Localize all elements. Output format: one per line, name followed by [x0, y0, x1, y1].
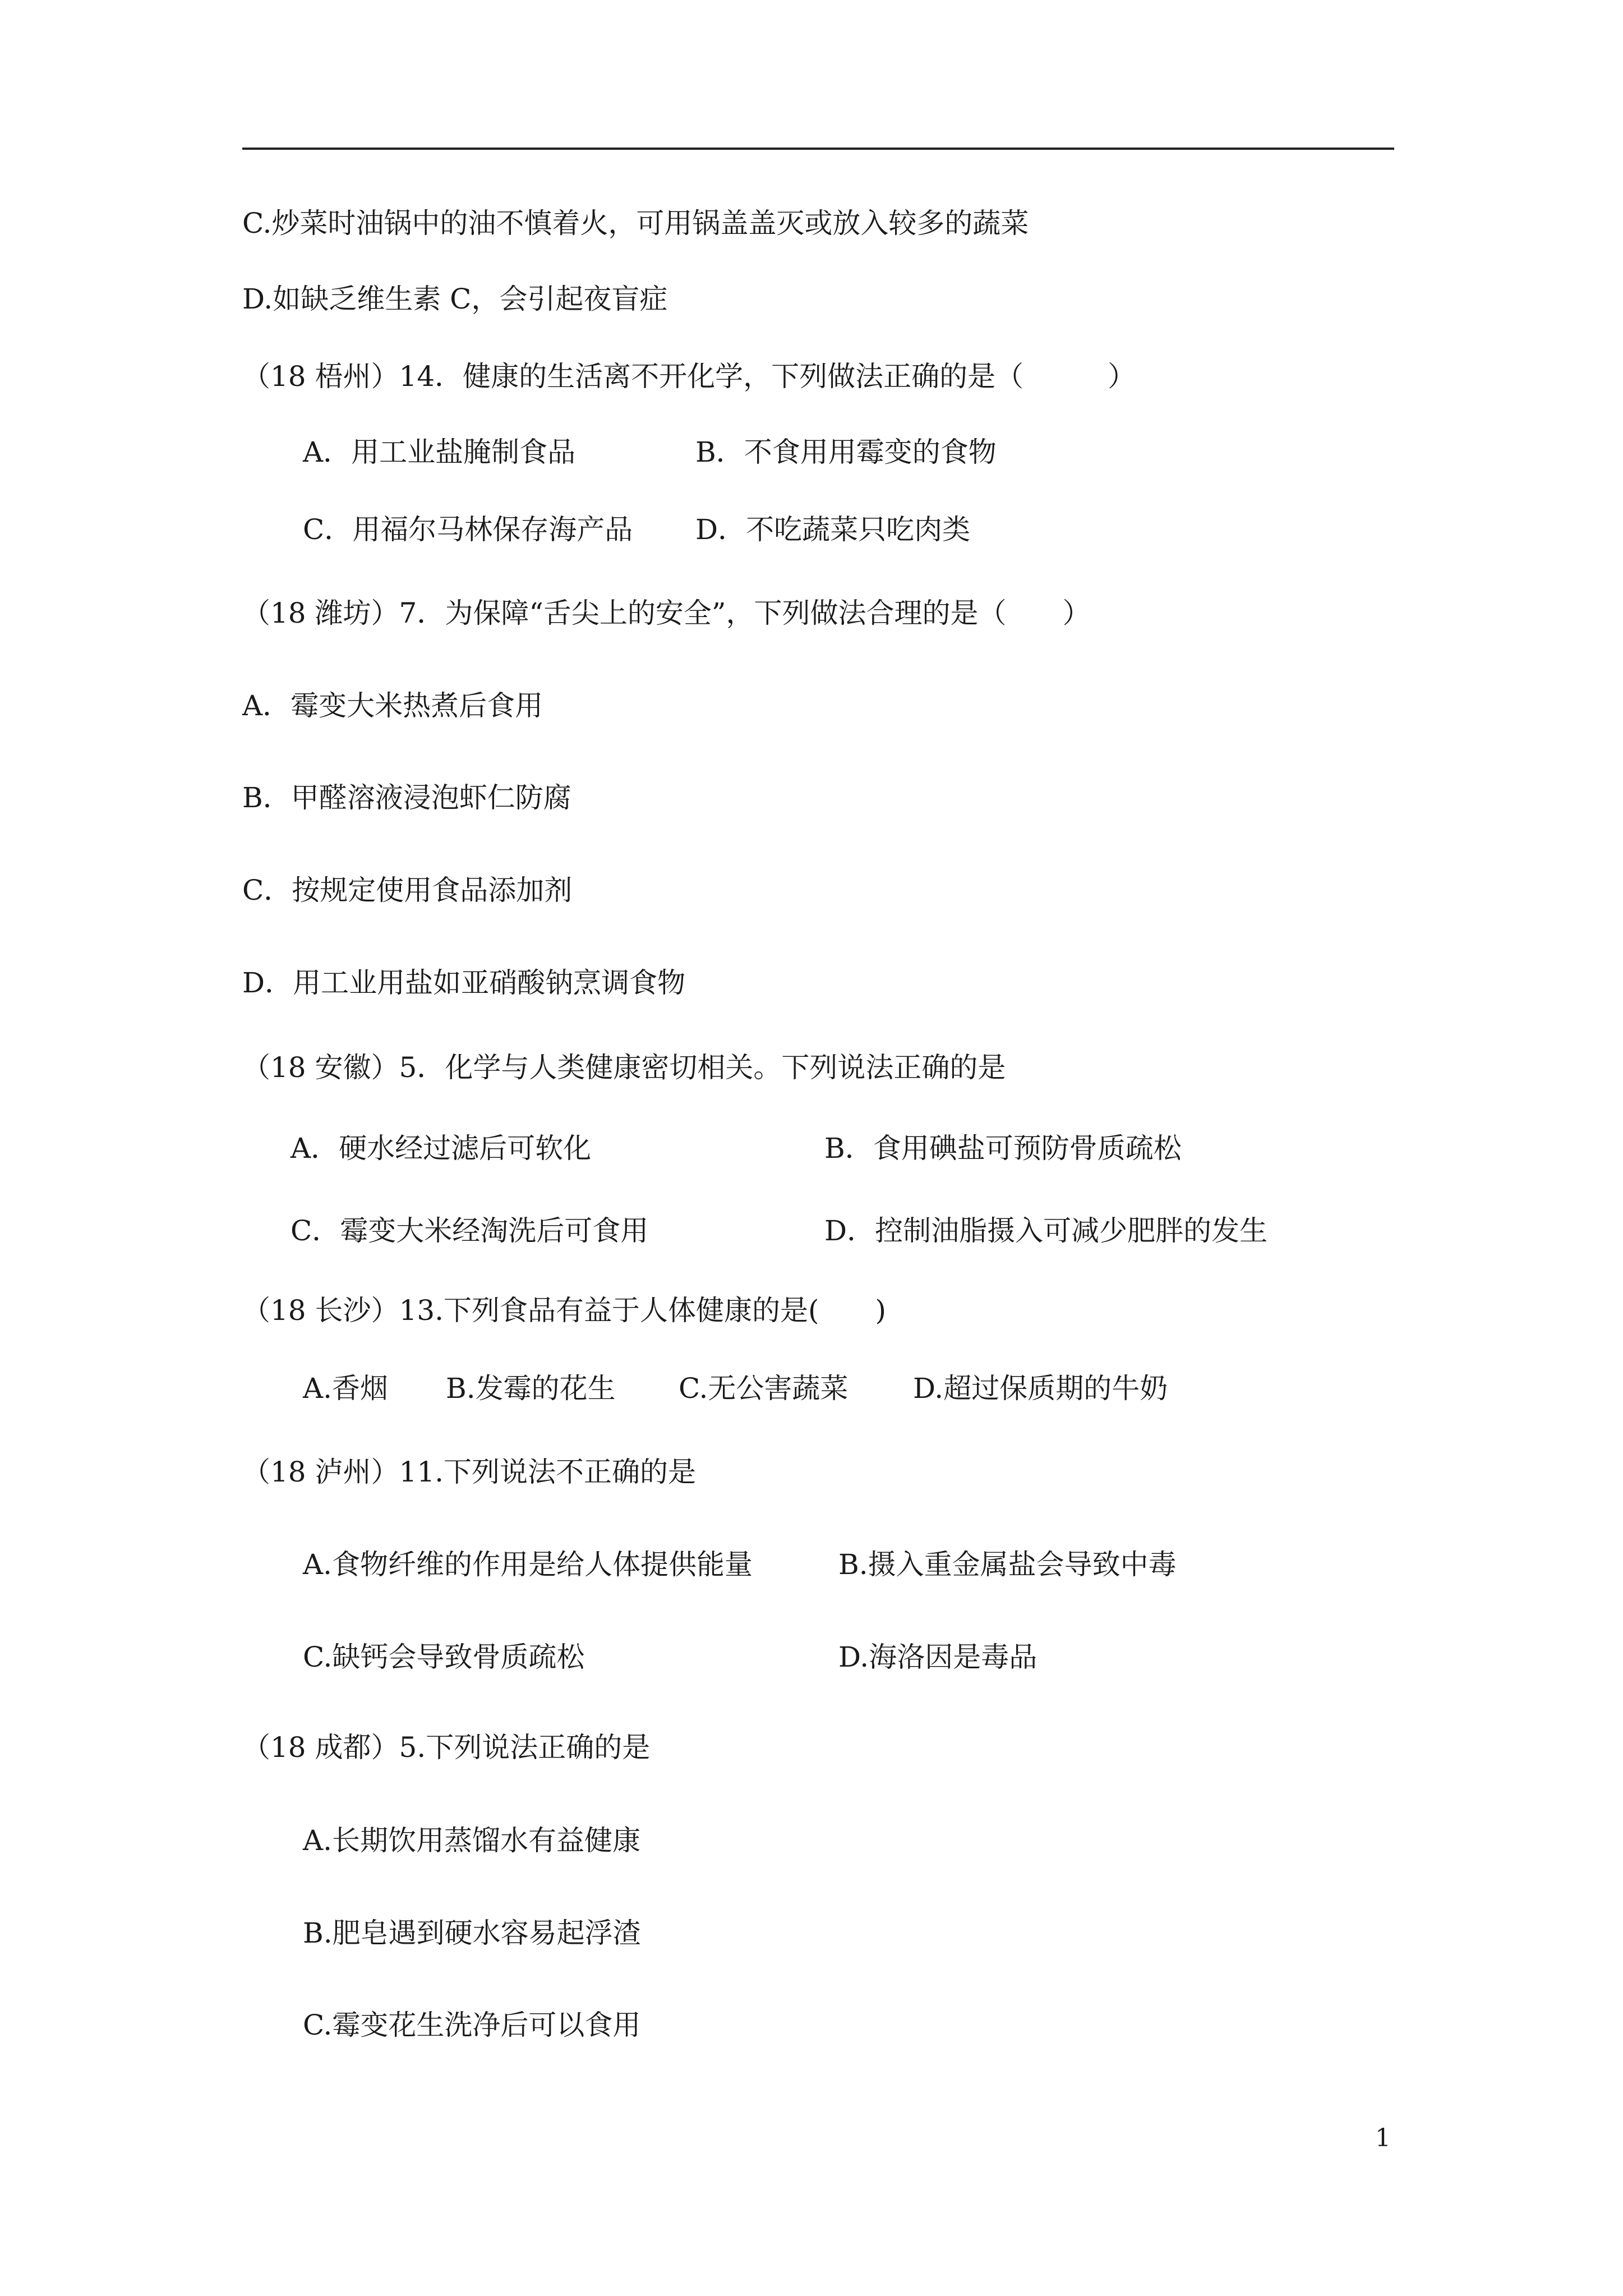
- question-changsha-option-a: A.香烟: [303, 1372, 389, 1405]
- question-chengdu-stem: （18 成都）5.下列说法正确的是: [242, 1731, 651, 1764]
- question-luzhou-option-d: D.海洛因是毒品: [838, 1641, 1038, 1673]
- prev-question-option-c: C.炒菜时油锅中的油不慎着火，可用锅盖盖灭或放入较多的蔬菜: [242, 207, 1029, 240]
- question-changsha-option-b: B.发霉的花生: [446, 1372, 616, 1405]
- question-anhui-option-d: D．控制油脂摄入可减少肥胖的发生: [824, 1214, 1268, 1247]
- question-wuzhou-option-a: A．用工业盐腌制食品: [303, 436, 576, 468]
- question-weifang-option-d: D．用工业用盐如亚硝酸钠烹调食物: [242, 967, 686, 999]
- question-wuzhou-stem: （18 梧州）14．健康的生活离不开化学，下列做法正确的是（ ）: [242, 360, 1136, 393]
- question-changsha-option-d: D.超过保质期的牛奶: [913, 1372, 1168, 1405]
- page-number: 1: [1375, 2124, 1391, 2152]
- question-weifang-stem: （18 潍坊）7．为保障“舌尖上的安全”，下列做法合理的是（ ）: [242, 597, 1091, 629]
- question-wuzhou-option-b: B．不食用用霉变的食物: [695, 436, 997, 468]
- question-weifang-option-b: B．甲醛溶液浸泡虾仁防腐: [242, 781, 571, 814]
- question-luzhou-option-c: C.缺钙会导致骨质疏松: [303, 1641, 585, 1673]
- question-luzhou-option-a: A.食物纤维的作用是给人体提供能量: [303, 1548, 753, 1581]
- question-changsha-option-c: C.无公害蔬菜: [679, 1372, 849, 1405]
- question-luzhou-option-b: B.摄入重金属盐会导致中毒: [838, 1548, 1177, 1581]
- question-anhui-option-b: B．食用碘盐可预防骨质疏松: [824, 1132, 1182, 1165]
- question-chengdu-option-c: C.霉变花生洗净后可以食用: [303, 2009, 641, 2041]
- question-wuzhou-option-c: C．用福尔马林保存海产品: [303, 513, 633, 546]
- question-chengdu-option-a: A.长期饮用蒸馏水有益健康: [303, 1824, 641, 1857]
- question-anhui-option-c: C．霉变大米经淘洗后可食用: [291, 1214, 649, 1247]
- header-rule: [242, 148, 1394, 150]
- question-anhui-option-a: A．硬水经过滤后可软化: [291, 1132, 592, 1165]
- question-wuzhou-option-d: D．不吃蔬菜只吃肉类: [695, 513, 971, 546]
- question-luzhou-stem: （18 泸州）11.下列说法不正确的是: [242, 1456, 697, 1488]
- question-changsha-stem: （18 长沙）13.下列食品有益于人体健康的是( ): [242, 1294, 887, 1327]
- question-weifang-option-c: C．按规定使用食品添加剂: [242, 874, 573, 907]
- question-chengdu-option-b: B.肥皂遇到硬水容易起浮渣: [303, 1917, 641, 1949]
- question-weifang-option-a: A．霉变大米热煮后食用: [242, 689, 543, 722]
- question-anhui-stem: （18 安徽）5．化学与人类健康密切相关。下列说法正确的是: [242, 1051, 1006, 1084]
- prev-question-option-d: D.如缺乏维生素 C，会引起夜盲症: [242, 283, 668, 315]
